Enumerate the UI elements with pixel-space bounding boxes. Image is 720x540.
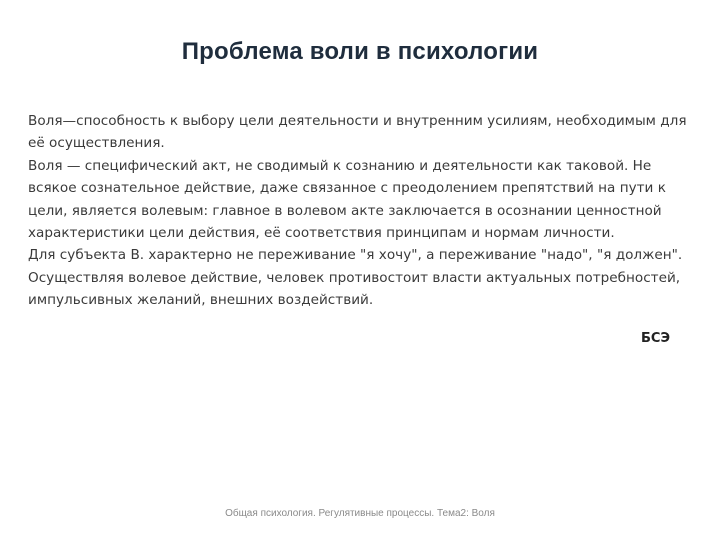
source-citation: БСЭ [641, 331, 670, 346]
slide-title: Проблема воли в психологии [181, 38, 539, 65]
slide-footer: Общая психология. Регулятивные процессы. Тема2: Воля [225, 508, 495, 519]
slide-body [28, 110, 698, 312]
paragraph-specific-act: Воля — специфический акт, не сводимый к сознанию и деятельности как таковой. Не всякое сознательное действие, даже связанное с преодолением препятствий на пути к цели, является волевым: главное в волевом акте заключается в осознании ценностной характеристики цели действия, её соответствия принципам и нормам личности. [28, 157, 666, 242]
paragraph-subject: Для субъекта В. характерно не переживание "я хочу", а переживание "надо", "я должен". Осуществляя волевое действие, человек противостоит власти актуальных потребностей, импульсивных желаний, внешних воздействий. [28, 247, 683, 309]
paragraph-definition: Воля—способность к выбору цели деятельности и внутренним усилиям, необходимым для её осуществления. [28, 113, 687, 152]
